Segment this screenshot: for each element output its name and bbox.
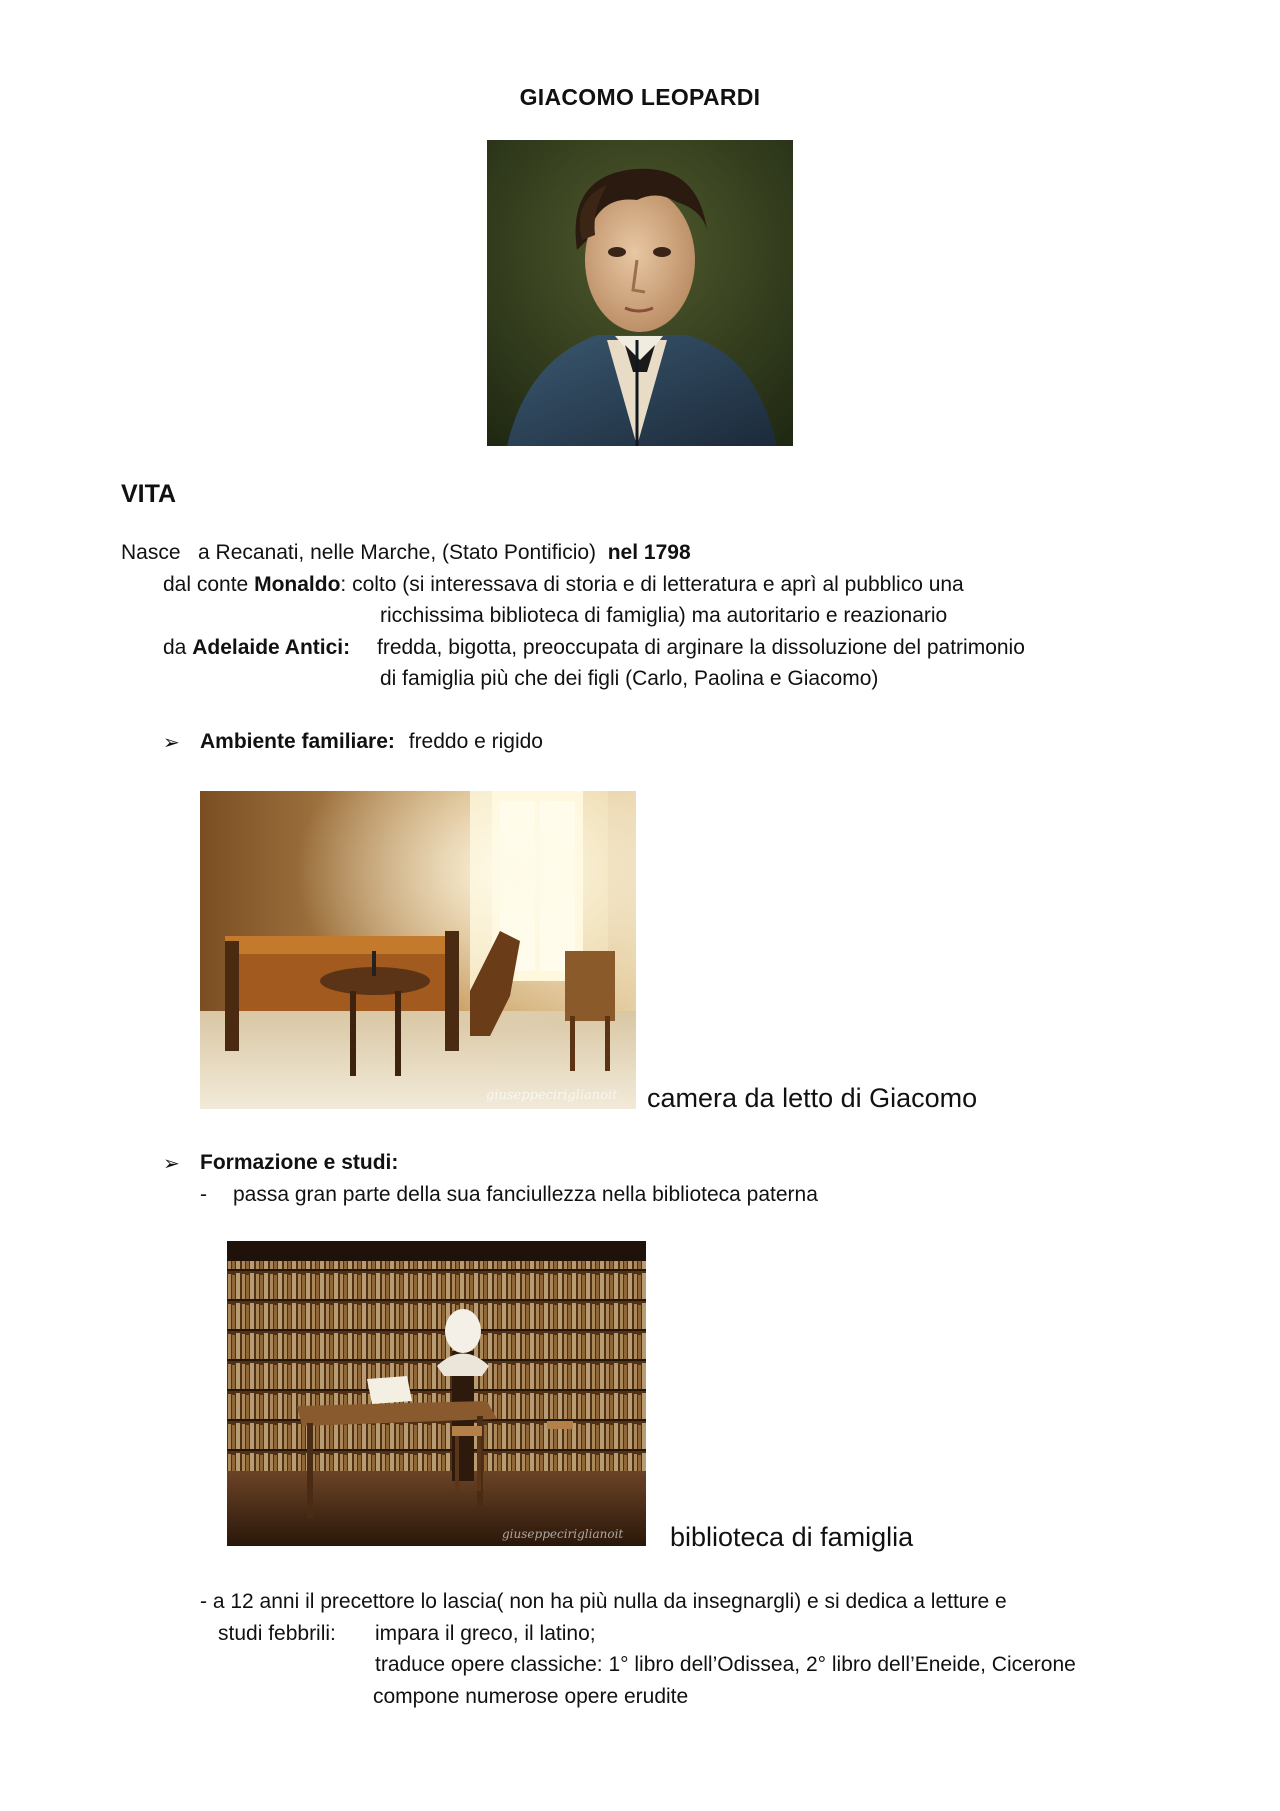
- bedroom-caption: camera da letto di Giacomo: [647, 1083, 978, 1113]
- bullet-formazione-label: Formazione e studi:: [200, 1151, 399, 1174]
- section-heading-vita: VITA: [121, 480, 177, 508]
- bedroom-image: [200, 791, 636, 1109]
- document-title: GIACOMO LEOPARDI: [519, 84, 761, 110]
- portrait-image: [487, 140, 793, 446]
- arrow-bullet-icon: ➢: [163, 732, 180, 754]
- father-prefix: dal conte: [163, 573, 255, 596]
- mother-line: [163, 636, 350, 660]
- birth-line: [121, 541, 691, 565]
- bullet-ambiente-label: Ambiente familiare:: [200, 730, 395, 753]
- mother-name: Adelaide Antici:: [192, 636, 351, 659]
- bedroom-watermark: giuseppeciriglianoit: [486, 1088, 618, 1103]
- father-name: Monaldo: [254, 573, 341, 596]
- studies-line-1: - a 12 anni il precettore lo lascia( non ha più nulla da insegnargli) e si dedica a letture e: [200, 1590, 1007, 1613]
- bullet-ambiente-text: freddo e rigido: [408, 730, 543, 753]
- library-image: [227, 1241, 646, 1546]
- studies-line-3: traduce opere classiche: 1° libro dell’Odissea, 2° libro dell’Eneide, Cicerone: [375, 1653, 1076, 1676]
- birth-text: Nasce a Recanati, nelle Marche, (Stato Pontificio): [121, 541, 608, 564]
- father-desc-1: : colto (si interessava di storia e di letteratura e aprì al pubblico una: [340, 573, 964, 596]
- father-line: [163, 573, 964, 597]
- dash-bullet: -: [200, 1183, 207, 1206]
- mother-desc-2: di famiglia più che dei figli (Carlo, Paolina e Giacomo): [380, 667, 879, 690]
- studies-line-4: compone numerose opere erudite: [373, 1685, 689, 1708]
- mother-desc-1: fredda, bigotta, preoccupata di arginare la dissoluzione del patrimonio: [377, 636, 1025, 659]
- library-watermark: giuseppeciriglianoit: [502, 1527, 624, 1541]
- studies-label: studi febbrili:: [218, 1622, 336, 1645]
- bullet-ambiente: [200, 730, 543, 754]
- birth-year: nel 1798: [607, 541, 691, 564]
- bullet-formazione-item-1: passa gran parte della sua fanciullezza nella biblioteca paterna: [233, 1183, 818, 1206]
- mother-prefix: da: [163, 636, 193, 659]
- studies-line-2: impara il greco, il latino;: [375, 1622, 596, 1645]
- father-desc-2: ricchissima biblioteca di famiglia) ma autoritario e reazionario: [380, 604, 948, 627]
- arrow-bullet-icon: ➢: [163, 1153, 180, 1175]
- library-caption: biblioteca di famiglia: [670, 1522, 914, 1552]
